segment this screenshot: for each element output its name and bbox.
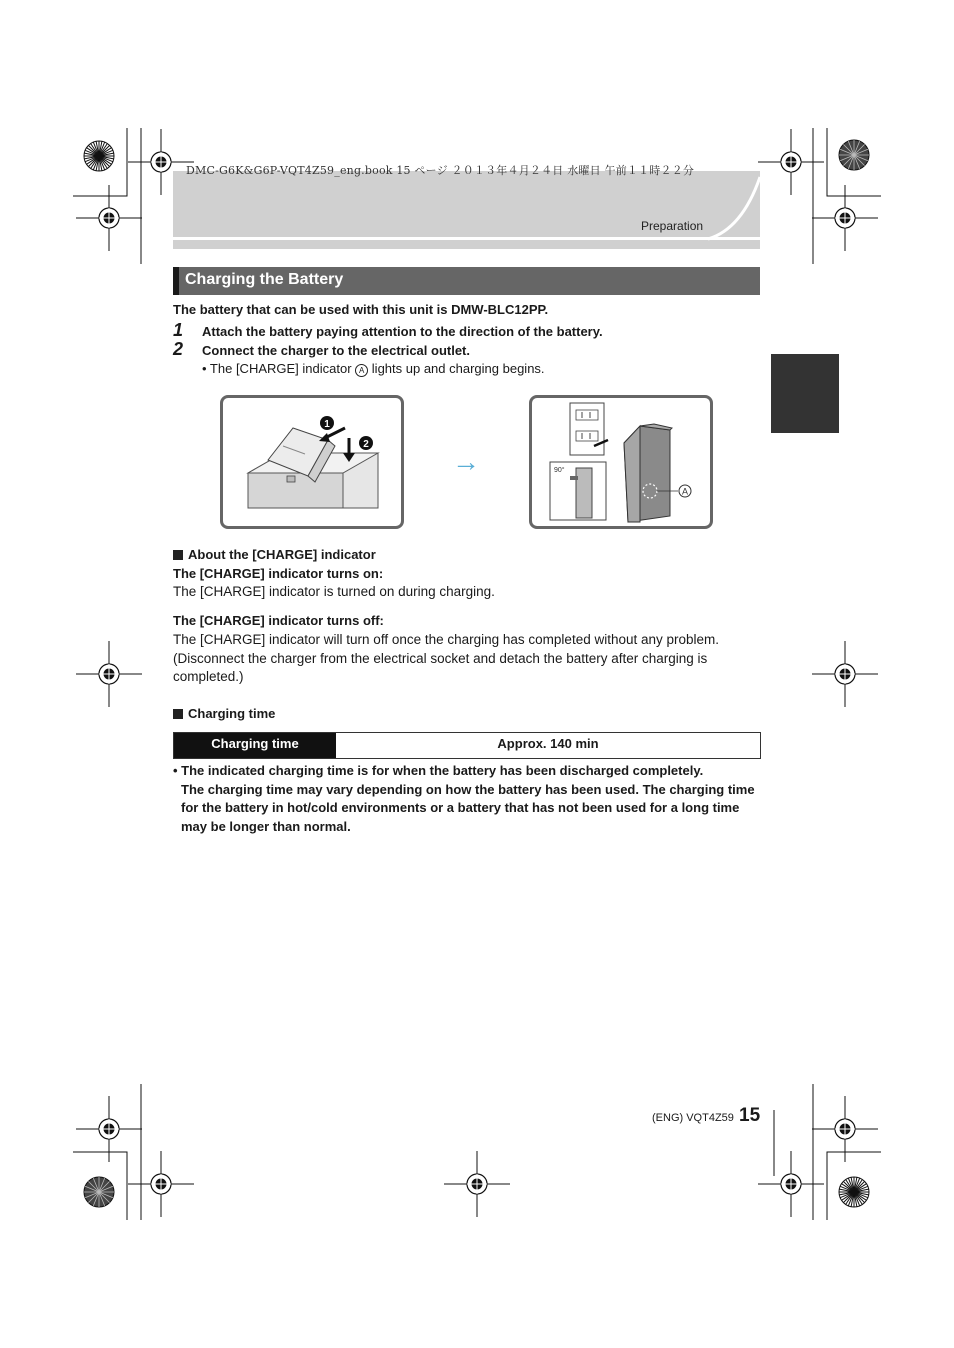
outlet-charger-illustration [532, 398, 710, 526]
step-2-text: Connect the charger to the electrical outlet. [202, 343, 470, 358]
indicator-heading-text: About the [CHARGE] indicator [188, 547, 376, 562]
charging-time-table-header: Charging time [174, 733, 336, 758]
page-number: 15 [739, 1105, 761, 1126]
charging-time-heading [173, 706, 275, 721]
chapter-side-tab [771, 354, 839, 433]
page-title: Charging the Battery [185, 271, 344, 288]
step-1-text: Attach the battery paying attention to the direction of the battery. [202, 324, 603, 339]
note-rest: The charging time may vary depending on how the battery has been used. The charging time for the battery in hot/cold environments or a battery that has not been used for a long time may be longer than normal. [181, 781, 755, 834]
callout-2: 2 [363, 439, 369, 450]
step-2-bullet [202, 361, 545, 377]
angle-label: 90° [554, 467, 565, 474]
step-2-bullet-prefix: • The [CHARGE] indicator [202, 361, 352, 376]
next-step-arrow: → [452, 446, 480, 477]
section-label: Preparation [641, 219, 704, 233]
callout-a: A [681, 486, 689, 497]
charging-time-table [173, 732, 761, 759]
callout-1: 1 [324, 419, 330, 430]
indicator-heading [173, 547, 376, 562]
square-bullet-icon [173, 709, 183, 719]
page-title-bar [173, 267, 760, 295]
charging-time-note [173, 762, 763, 836]
square-bullet-icon [173, 550, 183, 560]
step-2-number: 2 [173, 339, 184, 359]
charger-battery-illustration [223, 398, 401, 526]
intro-text: The battery that can be used with this unit is DMW-BLC12PP. [173, 302, 549, 317]
footer-model-code: (ENG) VQT4Z59 [652, 1112, 734, 1124]
header-rule [173, 237, 760, 240]
indicator-a-marker: A [355, 364, 368, 377]
book-info-line: DMC-G6K&G6P-VQT4Z59_eng.book 15 ページ ２０１３年４月２４日 水曜日 午前１１時２２分 [186, 164, 695, 177]
charging-time-heading-text: Charging time [188, 706, 276, 721]
note-first-line: • The indicated charging time is for when the battery has been discharged completely. [173, 763, 704, 778]
step-1-number: 1 [173, 320, 184, 340]
figure-connect-outlet [529, 395, 713, 529]
figure-attach-battery [220, 395, 404, 529]
indicator-on-heading: The [CHARGE] indicator turns on: [173, 566, 384, 581]
indicator-off-text: The [CHARGE] indicator will turn off once the charging has completed without any problem. (Disconnect the charger from the electrical socket and detach the battery after charging is completed.) [173, 632, 720, 684]
indicator-on-text: The [CHARGE] indicator is turned on during charging. [173, 584, 495, 599]
step-2-bullet-suffix: lights up and charging begins. [371, 361, 545, 376]
indicator-off-heading: The [CHARGE] indicator turns off: [173, 613, 384, 628]
charging-time-table-value: Approx. 140 min [497, 736, 599, 751]
